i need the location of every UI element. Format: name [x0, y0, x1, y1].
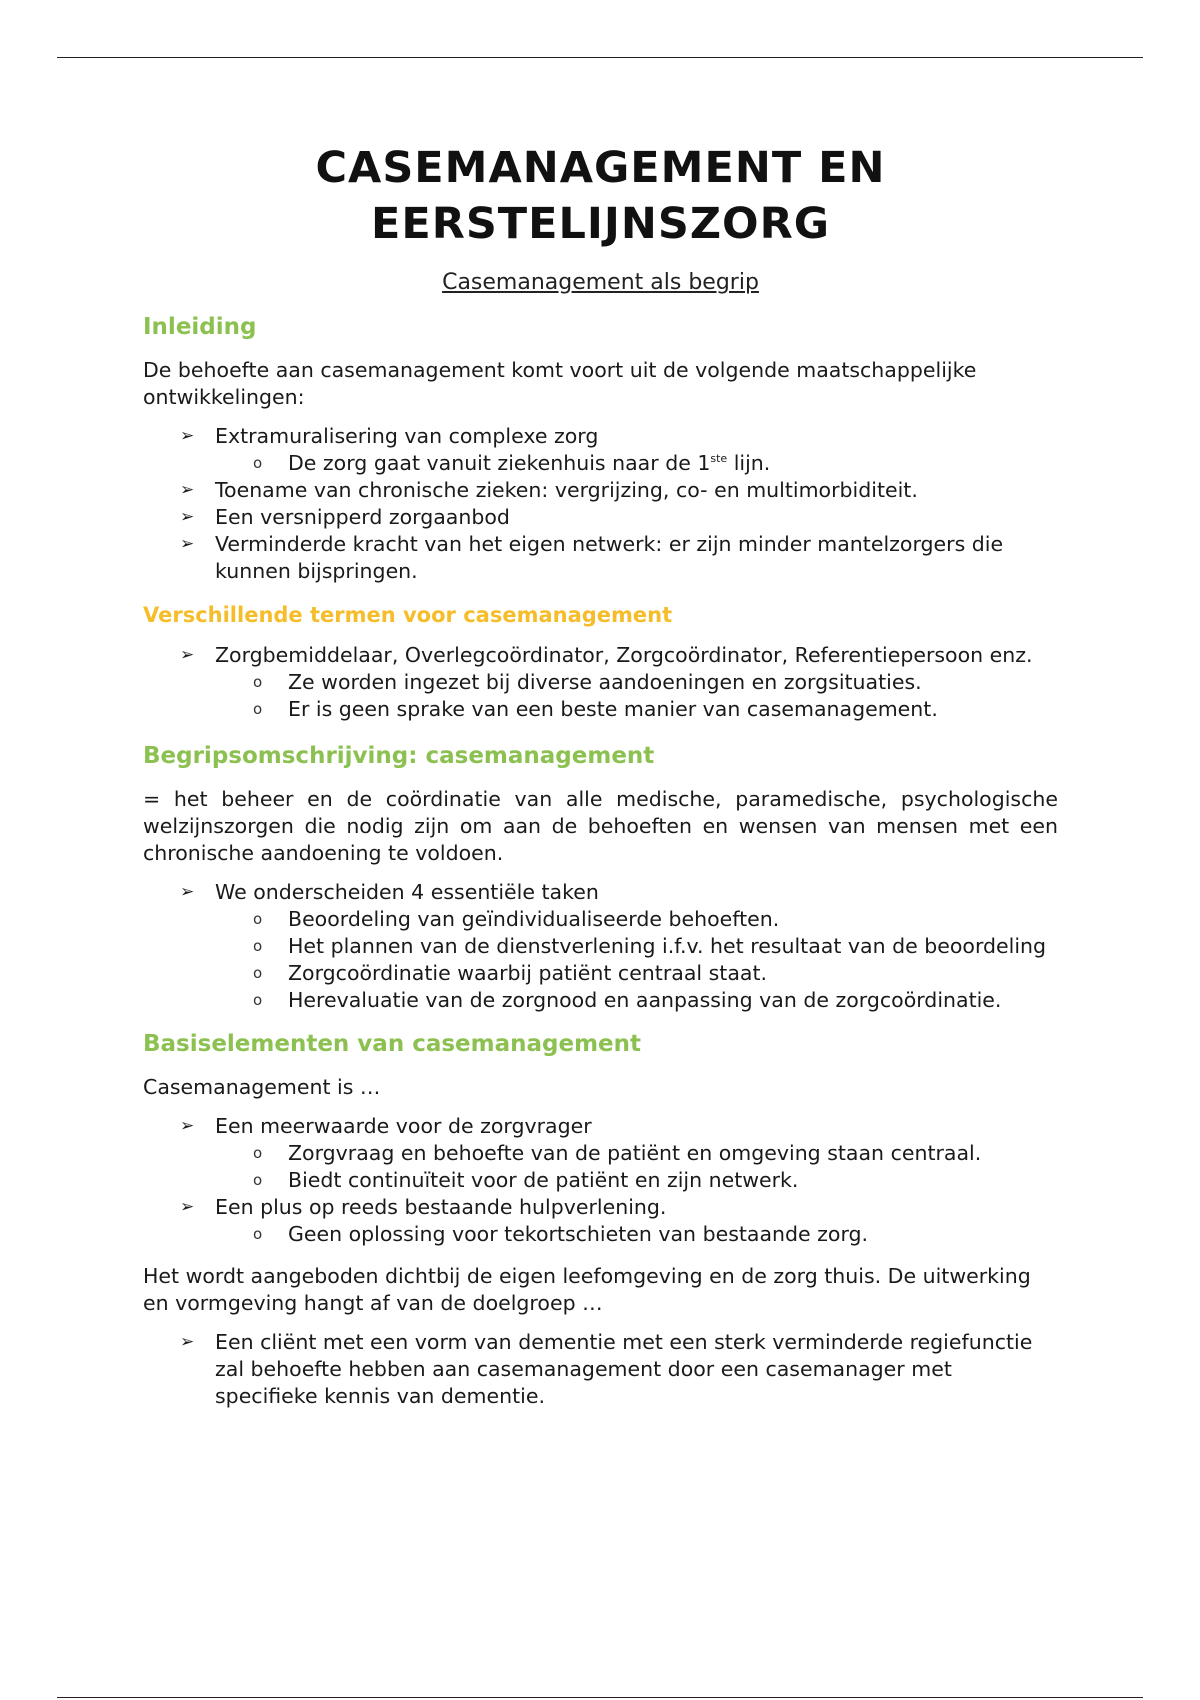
- list-item: ➢ We onderscheiden 4 essentiële taken: [180, 880, 599, 904]
- circle-bullet-icon: o: [253, 991, 263, 1009]
- begrip-definition: = het beheer en de coördinatie van alle medische, paramedische, psychologische welzijnszorgen die nodig zijn om aan de behoeften en wensen van mensen met een chronische aandoening te voldoen.: [143, 787, 1058, 865]
- list-item: ➢ Verminderde kracht van het eigen netwerk: er zijn minder mantelzorgers die kunnen bijspringen.: [180, 532, 1004, 583]
- footer-rule: [57, 1697, 1143, 1698]
- list-item: ➢ Zorgbemiddelaar, Overlegcoördinator, Zorgcoördinator, Referentiepersoon enz.: [180, 643, 1033, 667]
- circle-bullet-icon: o: [253, 700, 263, 718]
- termen-list: [143, 642, 1058, 723]
- arrow-bullet-icon: ➢: [180, 1116, 195, 1136]
- circle-bullet-icon: o: [253, 1225, 263, 1243]
- list-item: o Herevaluatie van de zorgnood en aanpassing van de zorgcoördinatie.: [253, 988, 1002, 1012]
- document-title: [143, 140, 1058, 252]
- list-item: ➢ Een plus op reeds bestaande hulpverlening.: [180, 1195, 667, 1219]
- arrow-bullet-icon: ➢: [180, 426, 195, 446]
- list-item: ➢ Een cliënt met een vorm van dementie met een sterk verminderde regiefunctie zal behoefte hebben aan casemanagement door een casemanager met specifieke kennis van dementie.: [180, 1330, 1033, 1408]
- basis-intro: Casemanagement is …: [143, 1075, 381, 1099]
- arrow-bullet-icon: ➢: [180, 507, 195, 527]
- arrow-bullet-icon: ➢: [180, 534, 195, 554]
- basis-list-2: [143, 1329, 1058, 1410]
- heading-basiselementen: Basiselementen van casemanagement: [143, 1031, 642, 1057]
- list-item: ➢ Een versnipperd zorgaanbod: [180, 505, 510, 529]
- document-subtitle: Casemanagement als begrip: [442, 270, 759, 295]
- list-item: o Geen oplossing voor tekortschieten van bestaande zorg.: [253, 1222, 869, 1246]
- heading-inleiding: Inleiding: [143, 314, 257, 340]
- arrow-bullet-icon: ➢: [180, 480, 195, 500]
- basis-paragraph: Het wordt aangeboden dichtbij de eigen leefomgeving en de zorg thuis. De uitwerking en vormgeving hangt af van de doelgroep …: [143, 1264, 1031, 1315]
- title-line-2: EERSTELIJNSZORG: [370, 199, 831, 249]
- inleiding-list: [143, 423, 1058, 585]
- list-item: o Beoordeling van geïndividualiseerde behoeften.: [253, 907, 780, 931]
- list-item: o Biedt continuïteit voor de patiënt en zijn netwerk.: [253, 1168, 799, 1192]
- document-page: [143, 140, 1058, 1410]
- basis-list: [143, 1113, 1058, 1248]
- list-item: o Er is geen sprake van een beste manier van casemanagement.: [253, 697, 938, 721]
- list-item: o Zorgcoördinatie waarbij patiënt centraal staat.: [253, 961, 767, 985]
- inleiding-intro: De behoefte aan casemanagement komt voort uit de volgende maatschappelijke ontwikkelingen:: [143, 358, 977, 409]
- arrow-bullet-icon: ➢: [180, 1332, 195, 1352]
- heading-termen: Verschillende termen voor casemanagement: [143, 603, 673, 627]
- circle-bullet-icon: o: [253, 1171, 263, 1189]
- header-rule: [57, 57, 1143, 58]
- circle-bullet-icon: o: [253, 1144, 263, 1162]
- title-line-1: CASEMANAGEMENT EN: [315, 143, 886, 193]
- circle-bullet-icon: o: [253, 937, 263, 955]
- list-item: o Ze worden ingezet bij diverse aandoeningen en zorgsituaties.: [253, 670, 922, 694]
- circle-bullet-icon: o: [253, 673, 263, 691]
- arrow-bullet-icon: ➢: [180, 645, 195, 665]
- list-item: ➢ Een meerwaarde voor de zorgvrager: [180, 1114, 592, 1138]
- begrip-list: [143, 879, 1058, 1014]
- list-item: o Het plannen van de dienstverlening i.f.v. het resultaat van de beoordeling: [253, 934, 1047, 958]
- list-item: o Zorgvraag en behoefte van de patiënt en omgeving staan centraal.: [253, 1141, 982, 1165]
- heading-begripsomschrijving: Begripsomschrijving: casemanagement: [143, 743, 655, 769]
- list-item: ➢ Extramuralisering van complexe zorg: [180, 424, 599, 448]
- arrow-bullet-icon: ➢: [180, 1197, 195, 1217]
- arrow-bullet-icon: ➢: [180, 882, 195, 902]
- circle-bullet-icon: o: [253, 910, 263, 928]
- circle-bullet-icon: o: [253, 964, 263, 982]
- circle-bullet-icon: o: [253, 454, 263, 472]
- list-item: o De zorg gaat vanuit ziekenhuis naar de 1ste lijn.: [253, 451, 771, 475]
- list-item: ➢ Toename van chronische zieken: vergrijzing, co- en multimorbiditeit.: [180, 478, 918, 502]
